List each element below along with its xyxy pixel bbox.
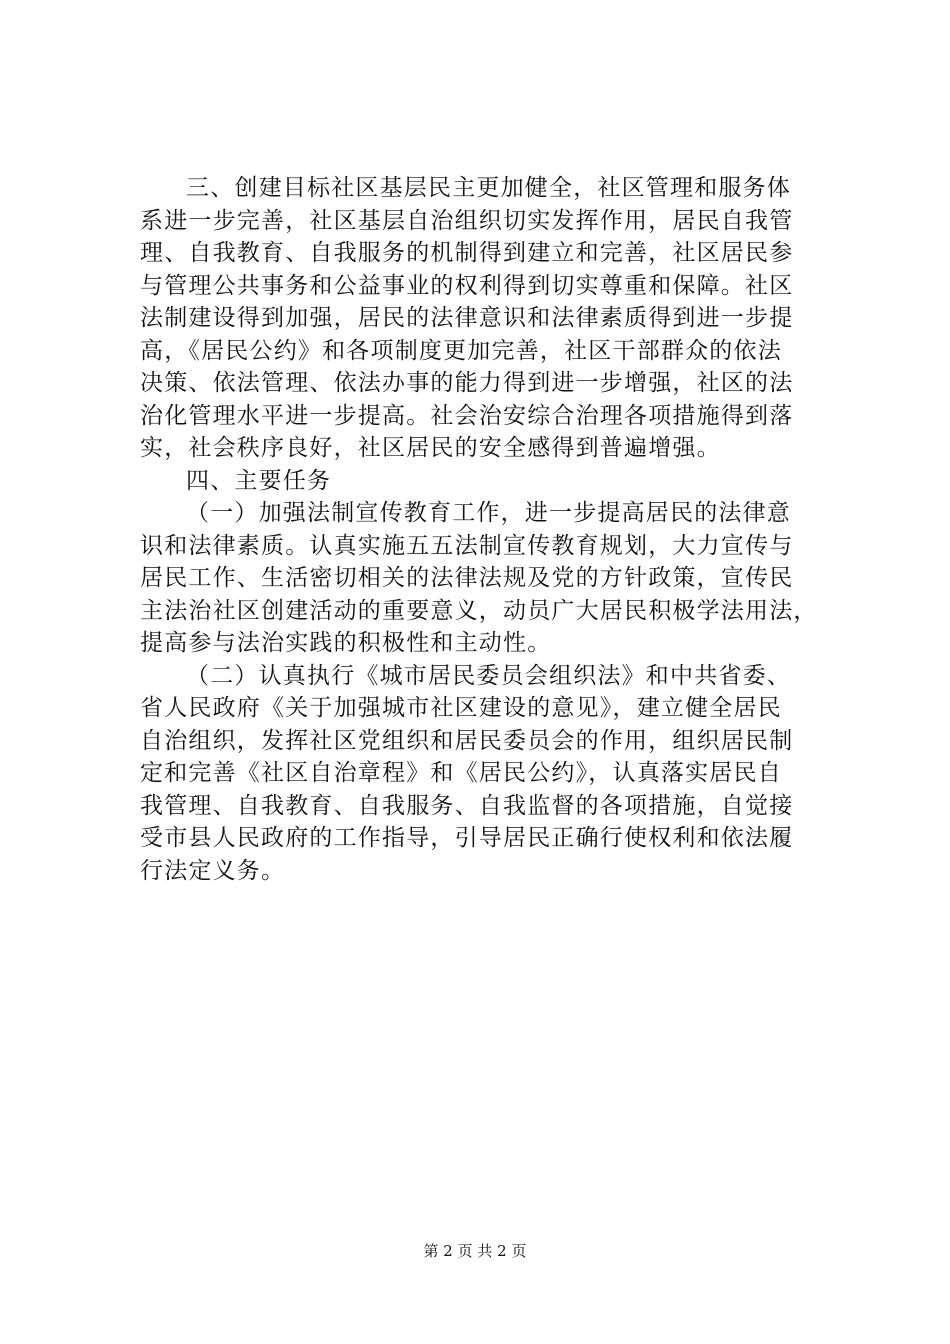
paragraph-line: 高，《居民公约》和各项制度更加完善，社区干部群众的依法 xyxy=(140,337,782,364)
paragraph-line: 省人民政府《关于加强城市社区建设的意见》，建立健全居民 xyxy=(140,695,782,721)
paragraph-line: 行法定义务。 xyxy=(140,857,286,884)
paragraph-line: （一）加强法制宣传教育工作，进一步提高居民的法律意 xyxy=(186,500,791,526)
paragraph-line: 居民工作、生活密切相关的法律法规及党的方针政策，宣传民 xyxy=(140,565,794,591)
paragraph-line: 自治组织，发挥社区党组织和居民委员会的作用，组织居民制 xyxy=(140,727,794,754)
paragraph-line: 我管理、自我教育、自我服务、自我监督的各项措施，自觉接 xyxy=(140,792,794,819)
paragraph-line: 受市县人民政府的工作指导，引导居民正确行使权利和依法履 xyxy=(140,825,794,851)
paragraph-line: 决策、依法管理、依法办事的能力得到进一步增强，社区的法 xyxy=(140,370,794,396)
paragraph-line: 三、创建目标社区基层民主更加健全，社区管理和服务体 xyxy=(186,175,791,201)
paragraph-line: 系进一步完善，社区基层自治组织切实发挥作用，居民自我管 xyxy=(140,207,794,234)
paragraph-line: （二）认真执行《城市居民委员会组织法》和中共省委、 xyxy=(186,662,791,689)
paragraph-line: 与管理公共事务和公益事业的权利得到切实尊重和保障。社区 xyxy=(140,272,794,299)
paragraph-line: 法制建设得到加强，居民的法律意识和法律素质得到进一步提 xyxy=(140,305,794,331)
paragraph-line: 提高参与法治实践的积极性和主动性。 xyxy=(140,630,552,656)
section-heading: 四、主要任务 xyxy=(186,467,332,494)
paragraph-line: 定和完善《社区自治章程》和《居民公约》，认真落实居民自 xyxy=(140,760,782,786)
paragraph-line: 实，社会秩序良好，社区居民的安全感得到普遍增强。 xyxy=(140,435,721,461)
paragraph-line: 理、自我教育、自我服务的机制得到建立和完善，社区居民参 xyxy=(140,240,794,266)
paragraph-line: 治化管理水平进一步提高。社会治安综合治理各项措施得到落 xyxy=(140,402,794,429)
paragraph-line: 识和法律素质。认真实施五五法制宣传教育规划，大力宣传与 xyxy=(140,532,794,559)
document-body xyxy=(140,172,840,887)
page-number-footer: 第 2 页 共 2 页 xyxy=(423,1242,527,1260)
paragraph-line: 主法治社区创建活动的重要意义，动员广大居民积极学法用法， xyxy=(140,597,818,624)
